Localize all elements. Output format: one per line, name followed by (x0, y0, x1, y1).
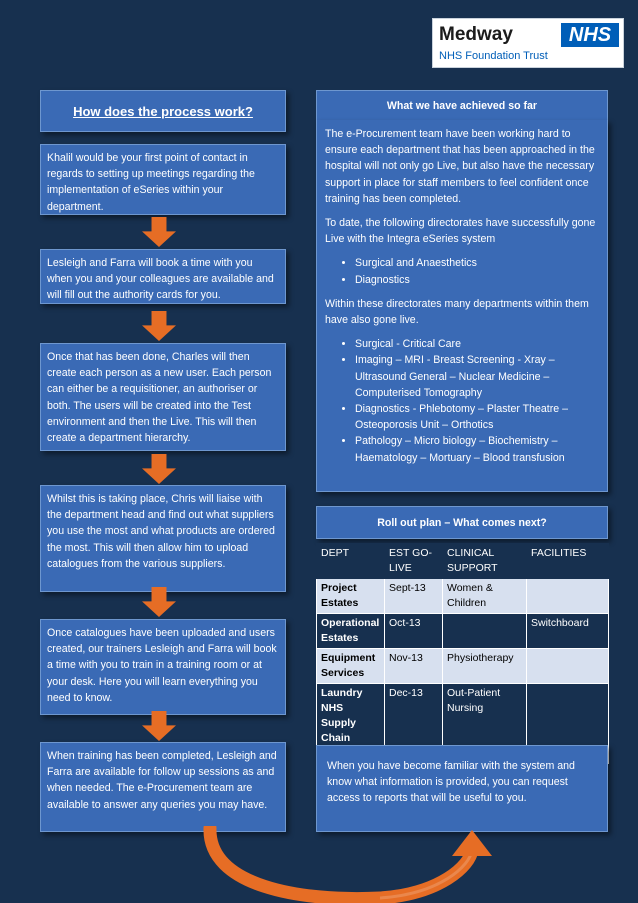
table-cell (443, 614, 527, 649)
reports-note: When you have become familiar with the system and know what information is provided, you can request access to reports that will be useful to you. (327, 760, 575, 805)
logo-trust-name: NHS Foundation Trust (439, 50, 548, 62)
down-arrow-icon (142, 311, 176, 341)
process-step-5 (40, 619, 286, 715)
process-step-text: Whilst this is taking place, Chris will liaise with the department head and find out what suppliers you use the most and what products are ordered the most. This will then allow him to upload catalogues from the various suppliers. (47, 493, 275, 570)
rollout-title: Roll out plan – What comes next? (377, 517, 547, 529)
reports-note-box (316, 745, 608, 832)
achieved-title-box (316, 90, 608, 120)
table-row (317, 614, 609, 649)
down-arrow-icon (142, 217, 176, 247)
departments-list (325, 336, 599, 466)
list-item: • Diagnostics (355, 272, 599, 288)
down-arrow-icon (142, 454, 176, 484)
table-cell: Oct-13 (385, 614, 443, 649)
achieved-body (316, 120, 608, 492)
table-cell: Sept-13 (385, 579, 443, 614)
process-step-text: Khalil would be your first point of contact in regards to setting up meetings regarding the implementation of eSeries within your department. (47, 152, 255, 213)
process-step-text: Lesleigh and Farra will book a time with you when you and your colleagues are available and will fill out the authority cards for you. (47, 257, 274, 302)
process-step-2 (40, 249, 286, 304)
table-cell: Switchboard (527, 614, 609, 649)
process-step-text: Once that has been done, Charles will then create each person as a new user. Each person can either be a requisitioner, an authoriser or both. The users will be created into the Test environment and then the Live. This will then create a department hierarchy. (47, 351, 272, 445)
table-cell (527, 579, 609, 614)
dept-cell: Operational Estates (317, 614, 385, 649)
table-cell (527, 649, 609, 684)
list-item: • Surgical and Anaesthetics (355, 255, 599, 271)
list-item: • Imaging – MRI - Breast Screening - Xray – Ultrasound General – Nuclear Medicine – Computerised Tomography (355, 352, 599, 401)
column-header: EST GO-LIVE (385, 544, 443, 579)
dept-cell: Laundry NHS Supply Chain (317, 684, 385, 764)
rollout-title-box (316, 506, 608, 539)
process-title: How does the process work? (73, 104, 253, 119)
process-title-box (40, 90, 286, 132)
process-step-1 (40, 144, 286, 215)
directorates-list (325, 255, 599, 287)
list-item: • Surgical - Critical Care (355, 336, 599, 352)
table-header-row (317, 544, 609, 579)
process-step-3 (40, 343, 286, 451)
table-cell: Out-Patient Nursing (443, 684, 527, 764)
dept-cell: Equipment Services (317, 649, 385, 684)
achieved-title: What we have achieved so far (386, 100, 538, 112)
process-step-6 (40, 742, 286, 832)
list-item: • Diagnostics - Phlebotomy – Plaster Theatre – Osteoporosis Unit – Orthotics (355, 401, 599, 433)
achieved-within: Within these directorates many departments within them have also gone live. (325, 297, 589, 327)
column-header: FACILITIES (527, 544, 609, 579)
logo-org-name: Medway (439, 24, 513, 45)
nhs-badge: NHS (561, 23, 619, 47)
medway-nhs-logo (432, 18, 624, 68)
achieved-to-date: To date, the following directorates have successfully gone Live with the Integra eSeries system (325, 217, 596, 246)
table-cell: Women & Children (443, 579, 527, 614)
table-cell: Nov-13 (385, 649, 443, 684)
column-header: CLINICAL SUPPORT (443, 544, 527, 579)
table-cell: Dec-13 (385, 684, 443, 764)
down-arrow-icon (142, 711, 176, 741)
table-row (317, 649, 609, 684)
column-header: DEPT (317, 544, 385, 579)
curved-return-arrow-icon (180, 826, 500, 903)
achieved-intro: The e-Procurement team have been working hard to ensure each department that has been approached in the hospital will not only go Live, but also have the necessary support in place for staff members to feel confident once training has been completed. (325, 128, 595, 205)
process-step-4 (40, 485, 286, 592)
table-cell: Physiotherapy (443, 649, 527, 684)
dept-cell: Project Estates (317, 579, 385, 614)
list-item: • Pathology – Micro biology – Biochemistry – Haematology – Mortuary – Blood transfusion (355, 433, 599, 465)
process-step-text: Once catalogues have been uploaded and users created, our trainers Lesleigh and Farra will book a time with you to train in a training room or at your desk. Here you will learn everything you need to know. (47, 627, 277, 704)
table-row (317, 579, 609, 614)
rollout-table (316, 543, 609, 764)
process-step-text: When training has been completed, Lesleigh and Farra are available for follow up sessions as and when needed. The e-Procurement team are available to answer any queries you may have. (47, 750, 277, 811)
